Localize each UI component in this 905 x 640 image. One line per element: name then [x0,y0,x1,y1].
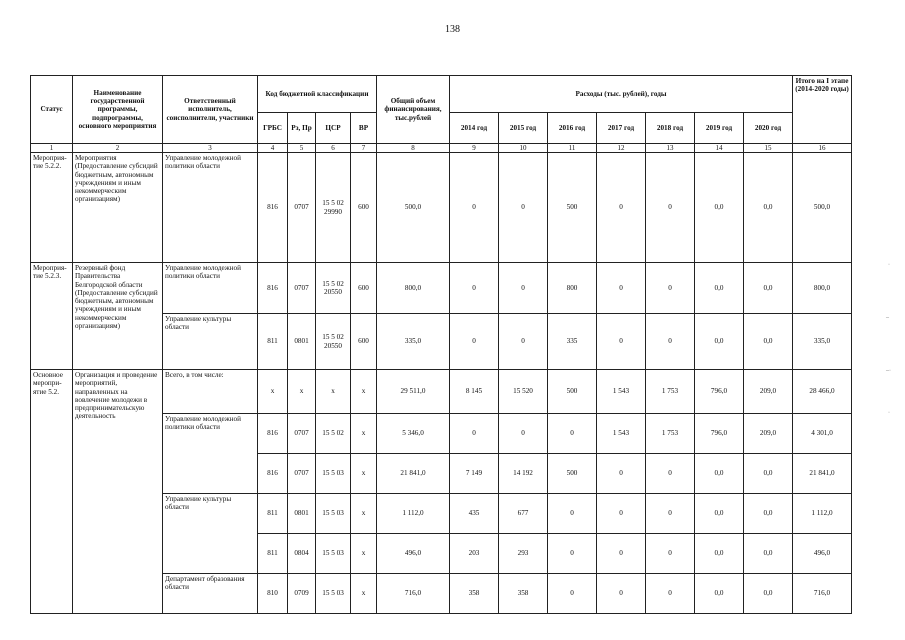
column-index: 1 [31,144,73,153]
column-index: 10 [499,144,548,153]
year-value-cell: 0 [548,534,597,574]
header-rzpr: Рз, Пр [288,113,316,144]
year-value-cell: 0 [646,454,695,494]
header-stage-total: Итого на I этапе (2014-2020 годы) [793,76,852,144]
vr-cell: 600 [351,314,377,370]
year-value-cell: 1 543 [597,370,646,414]
year-value-cell: 0 [450,263,499,314]
vr-cell: х [351,370,377,414]
year-value-cell: 0 [597,494,646,534]
year-value-cell: 796,0 [695,370,744,414]
csr-cell: 15 5 02 20550 [316,314,351,370]
rzpr-cell: 0707 [288,153,316,263]
year-value-cell: 0 [646,153,695,263]
stage-total-cell: 496,0 [793,534,852,574]
stage-total-cell: 335,0 [793,314,852,370]
column-index: 15 [744,144,793,153]
year-value-cell: 500 [548,153,597,263]
year-value-cell: 0,0 [744,454,793,494]
year-value-cell: 0 [450,153,499,263]
year-value-cell: 0,0 [695,153,744,263]
margin-mark: –· [886,368,891,374]
budget-table [30,75,852,614]
responsible-cell: Управление культуры области [163,314,258,370]
year-value-cell: 1 543 [597,414,646,454]
year-value-cell: 0 [597,314,646,370]
year-value-cell: 0 [646,574,695,614]
csr-cell: 15 5 03 [316,534,351,574]
csr-cell: х [316,370,351,414]
year-value-cell: 0,0 [695,574,744,614]
responsible-cell: Управление молодежной политики области [163,414,258,494]
header-year: 2015 год [499,113,548,144]
stage-total-cell: 500,0 [793,153,852,263]
header-vr: ВР [351,113,377,144]
year-value-cell: 0 [499,314,548,370]
year-value-cell: 0,0 [744,574,793,614]
grbs-cell: 811 [258,534,288,574]
header-year: 2016 год [548,113,597,144]
year-value-cell: 0 [597,574,646,614]
year-value-cell: 8 145 [450,370,499,414]
total-cell: 21 841,0 [377,454,450,494]
page-number: 138 [445,24,460,35]
header-name: Наименование государственной программы, подпрограммы, основного мероприятия [73,76,163,144]
status-cell: Основное меропри-ятие 5.2. [31,370,73,614]
year-value-cell: 0 [597,153,646,263]
header-total-financing: Общий объем финансирования, тыс.рублей [377,76,450,144]
year-value-cell: 15 520 [499,370,548,414]
grbs-cell: 810 [258,574,288,614]
year-value-cell: 0 [597,454,646,494]
grbs-cell: 816 [258,153,288,263]
csr-cell: 15 5 02 20550 [316,263,351,314]
header-year: 2018 год [646,113,695,144]
year-value-cell: 0 [646,494,695,534]
total-cell: 1 112,0 [377,494,450,534]
year-value-cell: 0,0 [695,263,744,314]
stage-total-cell: 28 466,0 [793,370,852,414]
csr-cell: 15 5 02 [316,414,351,454]
margin-mark: · [888,262,890,268]
grbs-cell: 816 [258,414,288,454]
status-cell: Мероприя-тие 5.2.3. [31,263,73,370]
total-cell: 500,0 [377,153,450,263]
year-value-cell: 0,0 [744,534,793,574]
csr-cell: 15 5 03 [316,574,351,614]
year-value-cell: 0 [646,263,695,314]
column-index: 11 [548,144,597,153]
column-index: 6 [316,144,351,153]
grbs-cell: 811 [258,494,288,534]
responsible-cell: Управление молодежной политики области [163,263,258,314]
column-index: 9 [450,144,499,153]
rzpr-cell: 0801 [288,494,316,534]
header-year: 2017 год [597,113,646,144]
column-index: 8 [377,144,450,153]
year-value-cell: 0 [548,494,597,534]
csr-cell: 15 5 03 [316,454,351,494]
grbs-cell: 811 [258,314,288,370]
total-cell: 5 346,0 [377,414,450,454]
total-cell: 496,0 [377,534,450,574]
year-value-cell: 293 [499,534,548,574]
header-year: 2019 год [695,113,744,144]
stage-total-cell: 716,0 [793,574,852,614]
header-responsible: Ответственный исполнитель, соисполнители, участники [163,76,258,144]
name-cell: Резервный фонд Правительства Белгородской области (Предоставление субсидий бюджетным, автономным учреждениям и иным некоммерческим организациям) [73,263,163,370]
rzpr-cell: 0709 [288,574,316,614]
vr-cell: 600 [351,263,377,314]
table-row [31,263,852,314]
header-year: 2014 год [450,113,499,144]
column-index: 3 [163,144,258,153]
name-cell: Организация и проведение мероприятий, направленных на вовлечение молодежи в предпринимательскую деятельность [73,370,163,614]
responsible-cell: Управление молодежной политики области [163,153,258,263]
header-csr: ЦСР [316,113,351,144]
year-value-cell: 0,0 [695,454,744,494]
year-value-cell: 0,0 [744,263,793,314]
year-value-cell: 800 [548,263,597,314]
vr-cell: х [351,534,377,574]
column-index: 14 [695,144,744,153]
year-value-cell: 0 [646,534,695,574]
year-value-cell: 796,0 [695,414,744,454]
year-value-cell: 14 192 [499,454,548,494]
year-value-cell: 0 [548,414,597,454]
margin-mark: · [888,410,890,416]
year-value-cell: 0,0 [744,494,793,534]
header-expenses: Расходы (тыс. рублей), годы [450,76,793,113]
total-cell: 716,0 [377,574,450,614]
year-value-cell: 358 [450,574,499,614]
stage-total-cell: 4 301,0 [793,414,852,454]
year-value-cell: 203 [450,534,499,574]
column-index: 7 [351,144,377,153]
year-value-cell: 1 753 [646,370,695,414]
grbs-cell: х [258,370,288,414]
year-value-cell: 0,0 [695,314,744,370]
total-cell: 29 511,0 [377,370,450,414]
header-year: 2020 год [744,113,793,144]
rzpr-cell: х [288,370,316,414]
header-grbs: ГРБС [258,113,288,144]
column-index: 2 [73,144,163,153]
year-value-cell: 209,0 [744,370,793,414]
year-value-cell: 0 [597,263,646,314]
year-value-cell: 358 [499,574,548,614]
year-value-cell: 0 [499,153,548,263]
stage-total-cell: 800,0 [793,263,852,314]
header-status: Статус [31,76,73,144]
responsible-cell: Всего, в том числе: [163,370,258,414]
vr-cell: х [351,414,377,454]
column-index: 4 [258,144,288,153]
year-value-cell: 0,0 [695,494,744,534]
rzpr-cell: 0801 [288,314,316,370]
csr-cell: 15 5 03 [316,494,351,534]
stage-total-cell: 1 112,0 [793,494,852,534]
year-value-cell: 0,0 [744,314,793,370]
year-value-cell: 435 [450,494,499,534]
vr-cell: х [351,494,377,534]
year-value-cell: 0 [450,414,499,454]
table-row [31,153,852,263]
year-value-cell: 0 [597,534,646,574]
year-value-cell: 7 149 [450,454,499,494]
csr-cell: 15 5 02 29990 [316,153,351,263]
year-value-cell: 0 [646,314,695,370]
year-value-cell: 1 753 [646,414,695,454]
column-index: 12 [597,144,646,153]
year-value-cell: 0,0 [744,153,793,263]
year-value-cell: 0,0 [695,534,744,574]
vr-cell: х [351,574,377,614]
margin-mark: – [886,315,889,321]
column-index: 16 [793,144,852,153]
vr-cell: 600 [351,153,377,263]
column-index: 5 [288,144,316,153]
table-row [31,370,852,414]
total-cell: 335,0 [377,314,450,370]
year-value-cell: 0 [450,314,499,370]
year-value-cell: 335 [548,314,597,370]
year-value-cell: 0 [499,414,548,454]
column-index: 13 [646,144,695,153]
grbs-cell: 816 [258,263,288,314]
rzpr-cell: 0804 [288,534,316,574]
grbs-cell: 816 [258,454,288,494]
responsible-cell: Департамент образования области [163,574,258,614]
column-index-row [31,144,852,153]
responsible-cell: Управление культуры области [163,494,258,574]
year-value-cell: 677 [499,494,548,534]
total-cell: 800,0 [377,263,450,314]
year-value-cell: 500 [548,454,597,494]
name-cell: Мероприятия (Предоставление субсидий бюджетным, автономным учреждениям и иным некоммерческим организациям) [73,153,163,263]
year-value-cell: 0 [499,263,548,314]
vr-cell: х [351,454,377,494]
status-cell: Мероприя-тие 5.2.2. [31,153,73,263]
year-value-cell: 0 [548,574,597,614]
year-value-cell: 500 [548,370,597,414]
rzpr-cell: 0707 [288,414,316,454]
year-value-cell: 209,0 [744,414,793,454]
rzpr-cell: 0707 [288,263,316,314]
rzpr-cell: 0707 [288,454,316,494]
stage-total-cell: 21 841,0 [793,454,852,494]
header-budget-code: Код бюджетной классификации [258,76,377,113]
